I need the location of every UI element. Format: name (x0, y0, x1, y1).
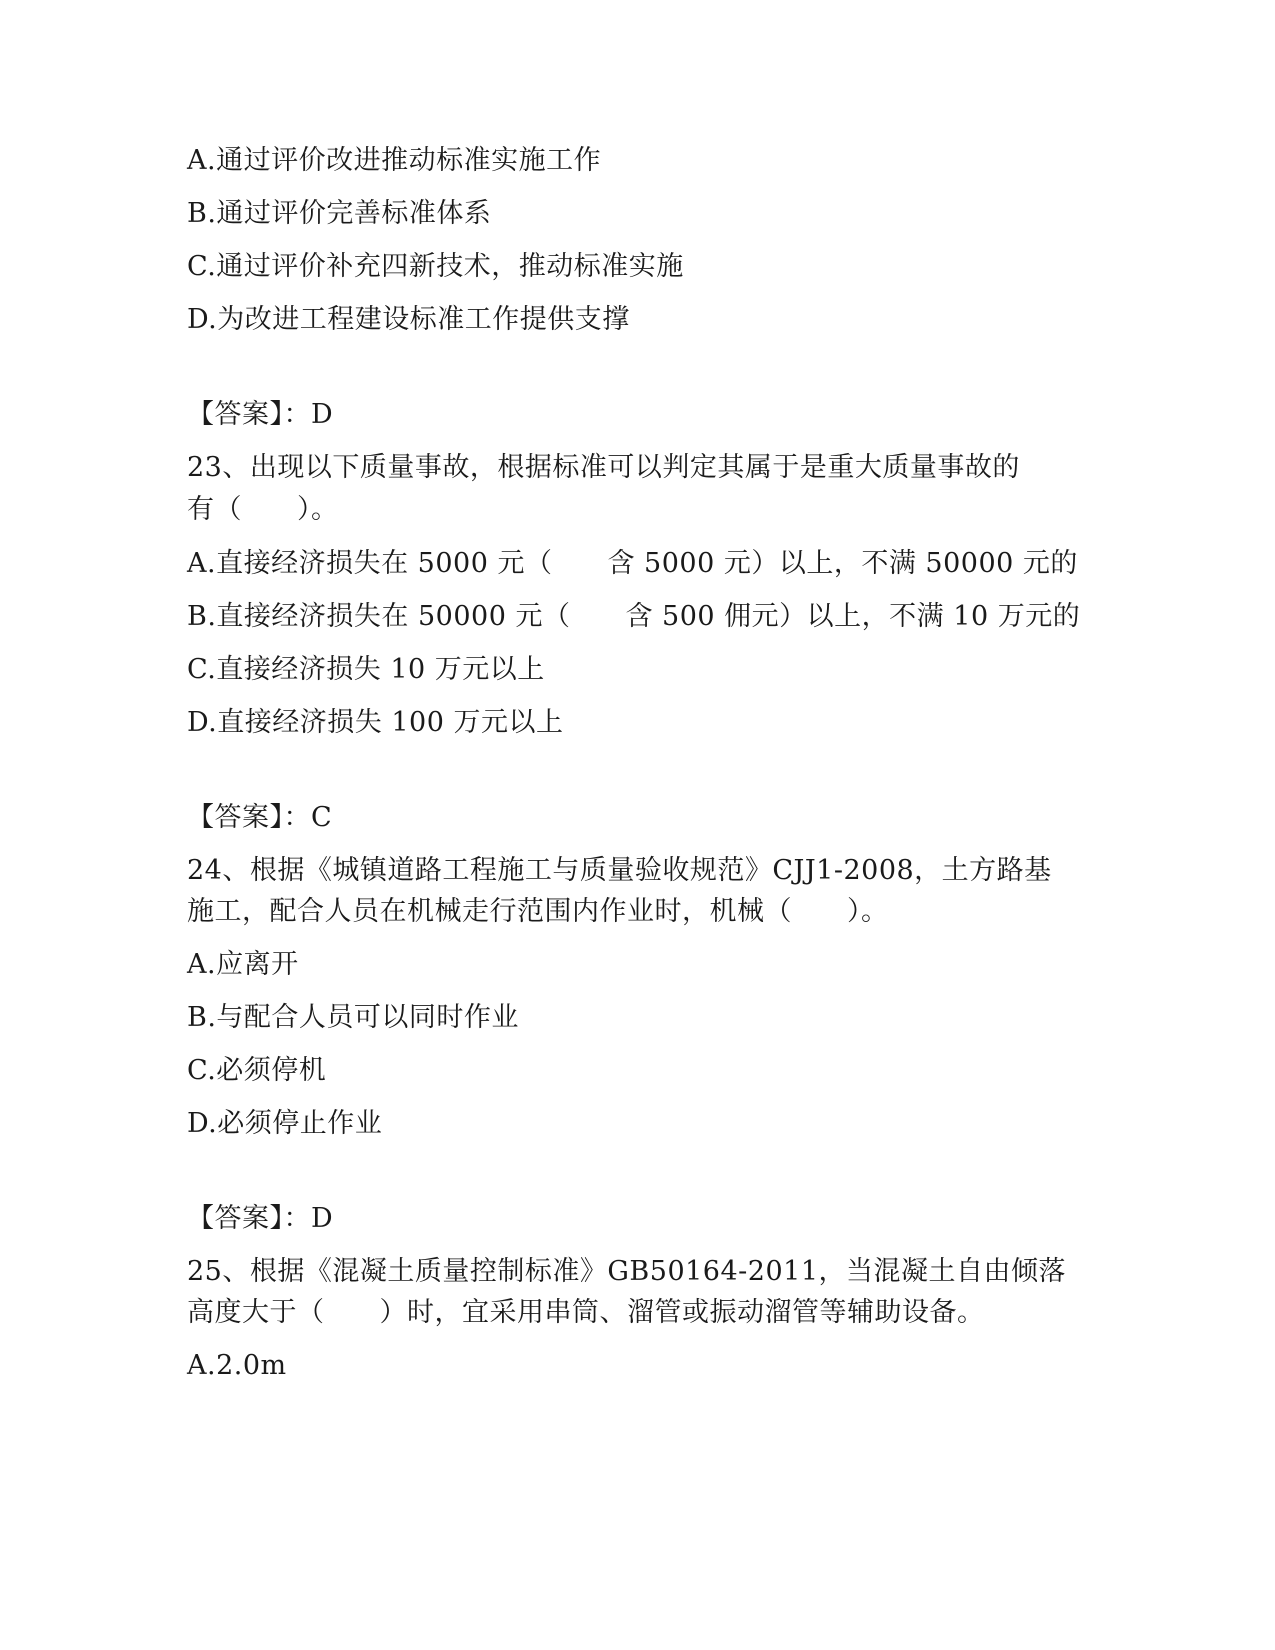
question-24-stem: 24、根据《城镇道路工程施工与质量验收规范》CJJ1-2008，土方路基 (187, 855, 1052, 886)
option-d: D.为改进工程建设标准工作提供支撑 (187, 304, 630, 335)
option-b: B.通过评价完善标准体系 (187, 198, 492, 229)
q23-option-d: D.直接经济损失 100 万元以上 (187, 707, 564, 738)
q25-option-a: A.2.0m (187, 1350, 287, 1381)
question-24-stem-cont: 施工，配合人员在机械走行范围内作业时，机械（ ）。 (187, 896, 889, 927)
option-c: C.通过评价补充四新技术，推动标准实施 (187, 251, 684, 282)
q23-option-b: B.直接经济损失在 50000 元（ 含 500 佣元）以上，不满 10 万元的 (187, 601, 1081, 632)
q24-option-c: C.必须停机 (187, 1055, 327, 1086)
question-23-stem-cont: 有（ ）。 (187, 494, 339, 525)
q23-option-c: C.直接经济损失 10 万元以上 (187, 654, 545, 685)
question-25-stem-cont: 高度大于（ ）时，宜采用串筒、溜管或振动溜管等辅助设备。 (187, 1297, 985, 1328)
q24-answer: 【答案】：D (187, 1203, 334, 1234)
q23-answer: 【答案】：C (187, 802, 333, 833)
question-23-stem: 23、出现以下质量事故，根据标准可以判定其属于是重大质量事故的 (187, 452, 1020, 483)
option-a: A.通过评价改进推动标准实施工作 (187, 145, 602, 176)
answer-line: 【答案】：D (187, 399, 334, 430)
q24-option-d: D.必须停止作业 (187, 1108, 383, 1139)
q24-option-b: B.与配合人员可以同时作业 (187, 1002, 519, 1033)
q23-option-a: A.直接经济损失在 5000 元（ 含 5000 元）以上，不满 50000 元的 (187, 548, 1078, 579)
q24-option-a: A.应离开 (187, 949, 299, 980)
question-25-stem: 25、根据《混凝土质量控制标准》GB50164-2011，当混凝土自由倾落 (187, 1256, 1066, 1287)
